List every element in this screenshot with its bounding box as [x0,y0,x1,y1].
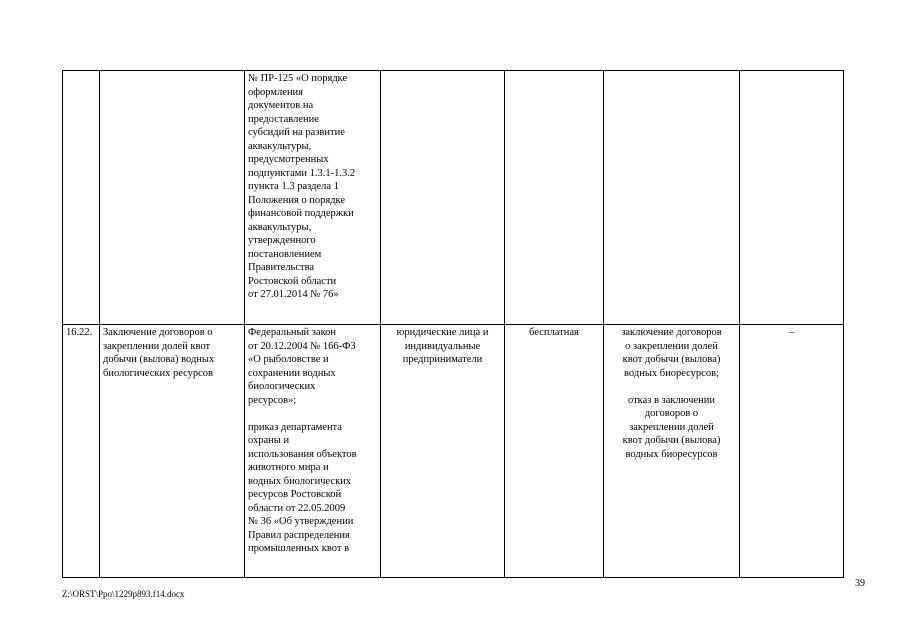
cell-note [740,325,844,578]
fee-text: бесплатная [529,327,579,338]
note-dash: – [788,327,795,338]
cell-row-number [63,325,100,578]
text-line: субсидий на развитие [248,127,345,138]
text-line: подпунктами 1.3.1-1.3.2 [248,167,356,179]
page-number: 39 [855,578,865,589]
text-line: № 36 «Об утверждении [248,516,354,527]
text-line: ресурсов Ростовской [248,489,342,500]
text-line: оформления [248,86,304,98]
blank-line [248,407,377,421]
text-line: водных биологических [248,475,352,487]
text-line: квот добычи (вылова) [622,354,721,365]
text-line: отказ в заключении [627,394,716,406]
cell-result [604,325,740,578]
text-line: использования объектов [248,448,357,460]
text-line: Правительства [248,262,315,273]
text-line: от 27.01.2014 № 76» [248,289,339,300]
cell-result-empty [604,71,740,325]
text-line: квот добычи (вылова) [622,435,721,446]
table-row-continuation [63,71,844,325]
text-line: аквакультуры, [248,221,312,233]
text-line: предоставление [248,113,319,125]
cell-legal-basis [245,325,381,578]
cell-fee-empty [505,71,604,325]
text-line: договоров о [644,408,699,419]
cell-recipients-empty [381,71,505,325]
text-line: Правил распределения [248,529,350,541]
cell-service-name [100,325,245,578]
cell-note-empty [740,71,844,325]
text-line: постановлением [248,248,322,260]
text-line: от 20.12.2004 № 166-ФЗ [248,340,356,352]
text-line: области от 22.05.2009 [248,502,346,514]
table-row-16-22 [63,325,844,578]
text-line: сохранении водных [248,367,336,379]
cell-fee [505,325,604,578]
text-line: юридические лица и [396,327,489,338]
text-line: приказ департамента [248,421,342,433]
text-line: охраны и [248,435,290,446]
text-line: Положения о порядке [248,194,346,206]
text-line: промышленных квот в [248,543,350,554]
text-line: предприниматели [402,354,483,365]
text-line: Ростовской области [248,275,337,287]
text-line: Заключение договоров о [103,327,213,338]
cell-legal-basis-continuation [245,71,381,325]
blank-line [607,380,736,394]
text-line: водных биоресурсов [625,448,718,460]
services-table [62,70,844,578]
text-line: аквакультуры, [248,140,312,152]
text-line: ресурсов»; [248,394,297,406]
cell-recipients [381,325,505,578]
row-number: 16.22. [66,327,93,338]
text-line: водных биоресурсов; [624,367,719,379]
text-line: «О рыболовстве и [248,354,329,365]
text-line: Федеральный закон [248,327,337,338]
text-line: заключение договоров [621,327,722,338]
file-path: Z:\ORST\Ppo\1229p893.f14.docx [62,589,185,599]
text-line: о закреплении долей [625,340,718,352]
text-line: биологических ресурсов [103,367,214,379]
text-line: индивидуальные [404,340,481,352]
text-line: финансовой поддержки [248,208,354,219]
text-line: биологических [248,381,316,392]
text-line: добычи (вылова) водных [103,354,215,365]
text-line: закреплении долей квот [103,340,211,352]
text-line: животного мира и [248,462,329,473]
cell-service-empty [100,71,245,325]
text-line: № ПР-125 «О порядке [248,73,348,84]
cell-number-empty [63,71,100,325]
text-line: документов на [248,100,314,111]
text-line: утвержденного [248,235,316,246]
text-line: закреплении долей [629,421,714,433]
text-line: предусмотренных [248,154,329,165]
text-line: пункта 1.3 раздела 1 [248,181,339,192]
